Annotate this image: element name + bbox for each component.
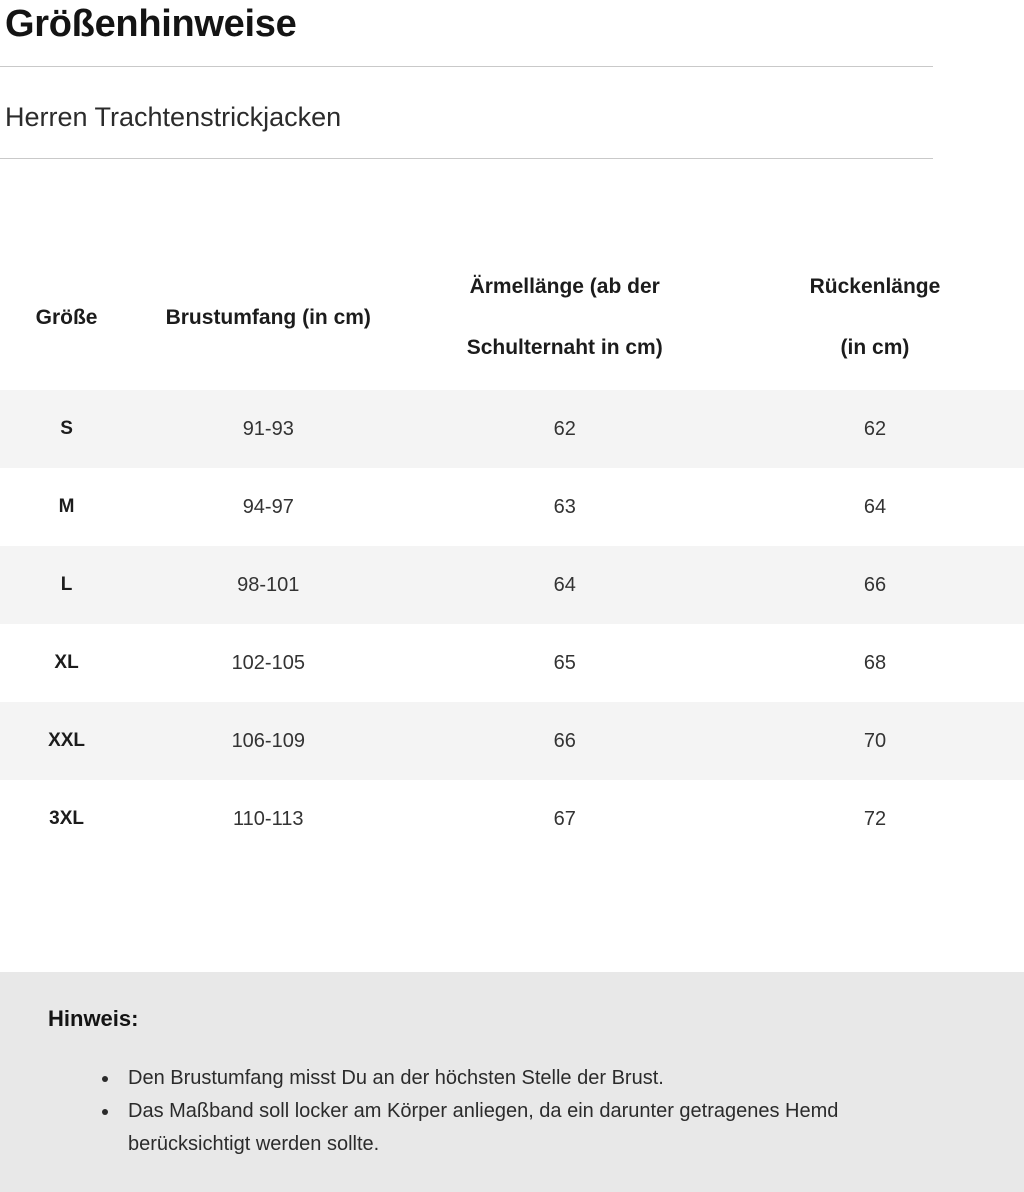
- column-header-chest-label: Brustumfang (in cm): [165, 305, 371, 329]
- column-header-size: [0, 287, 133, 348]
- chest-cell: 91-93: [242, 417, 294, 440]
- note-bullet: • Den Brustumfang misst Du an der höchsten Stelle der Brust.: [120, 1062, 918, 1095]
- chest-cell: 106-109: [231, 729, 305, 752]
- column-header-back: [726, 256, 1024, 378]
- column-header-sleeve-line1: Ärmellänge (ab der: [469, 275, 660, 298]
- table-row: [0, 390, 1024, 468]
- chest-cell: 110-113: [233, 807, 304, 830]
- column-header-back-line1: Rückenlänge: [809, 275, 941, 298]
- sleeve-cell: 65: [553, 651, 576, 674]
- note-heading: Hinweis:: [48, 1006, 139, 1031]
- size-cell: M: [58, 496, 75, 517]
- column-header-sleeve-line2: Schulternaht in cm): [466, 336, 663, 359]
- note-box: [0, 972, 1024, 1192]
- divider-top: [0, 66, 933, 67]
- back-cell: 64: [863, 495, 887, 518]
- note-list: [48, 1062, 1024, 1161]
- table-body: [0, 390, 1024, 858]
- table-row: [0, 546, 1024, 624]
- page-title: Größenhinweise: [5, 3, 297, 45]
- table-row: [0, 468, 1024, 546]
- back-cell: 66: [863, 573, 887, 596]
- back-cell: 70: [863, 729, 887, 752]
- chest-cell: 94-97: [242, 495, 294, 518]
- sleeve-cell: 64: [553, 573, 576, 596]
- size-cell: XXL: [48, 730, 86, 751]
- column-header-sleeve: [403, 256, 726, 378]
- sleeve-cell: 63: [553, 495, 576, 518]
- size-cell: 3XL: [49, 808, 84, 829]
- size-cell: XL: [54, 652, 79, 673]
- table-header-row: [0, 251, 1024, 383]
- size-table: [0, 251, 1024, 858]
- column-header-back-line2: (in cm): [840, 336, 910, 359]
- table-row: [0, 702, 1024, 780]
- table-row: [0, 780, 1024, 858]
- back-cell: 72: [863, 807, 887, 830]
- sleeve-cell: 67: [553, 807, 576, 830]
- sleeve-cell: 62: [553, 417, 576, 440]
- chest-cell: 102-105: [231, 651, 305, 674]
- chest-cell: 98-101: [237, 573, 300, 596]
- column-header-size-label: Größe: [35, 305, 98, 329]
- note-bullet: • Das Maßband soll locker am Körper anliegen, da ein darunter getragenes Hemd berücksichtigt werden sollte.: [120, 1095, 918, 1161]
- back-cell: 62: [863, 417, 887, 440]
- column-header-chest: [133, 287, 403, 348]
- page-subtitle: Herren Trachtenstrickjacken: [5, 102, 342, 132]
- size-cell: S: [60, 418, 73, 439]
- size-cell: L: [60, 574, 73, 595]
- table-row: [0, 624, 1024, 702]
- back-cell: 68: [863, 651, 887, 674]
- divider-subtitle: [0, 158, 933, 159]
- sleeve-cell: 66: [553, 729, 576, 752]
